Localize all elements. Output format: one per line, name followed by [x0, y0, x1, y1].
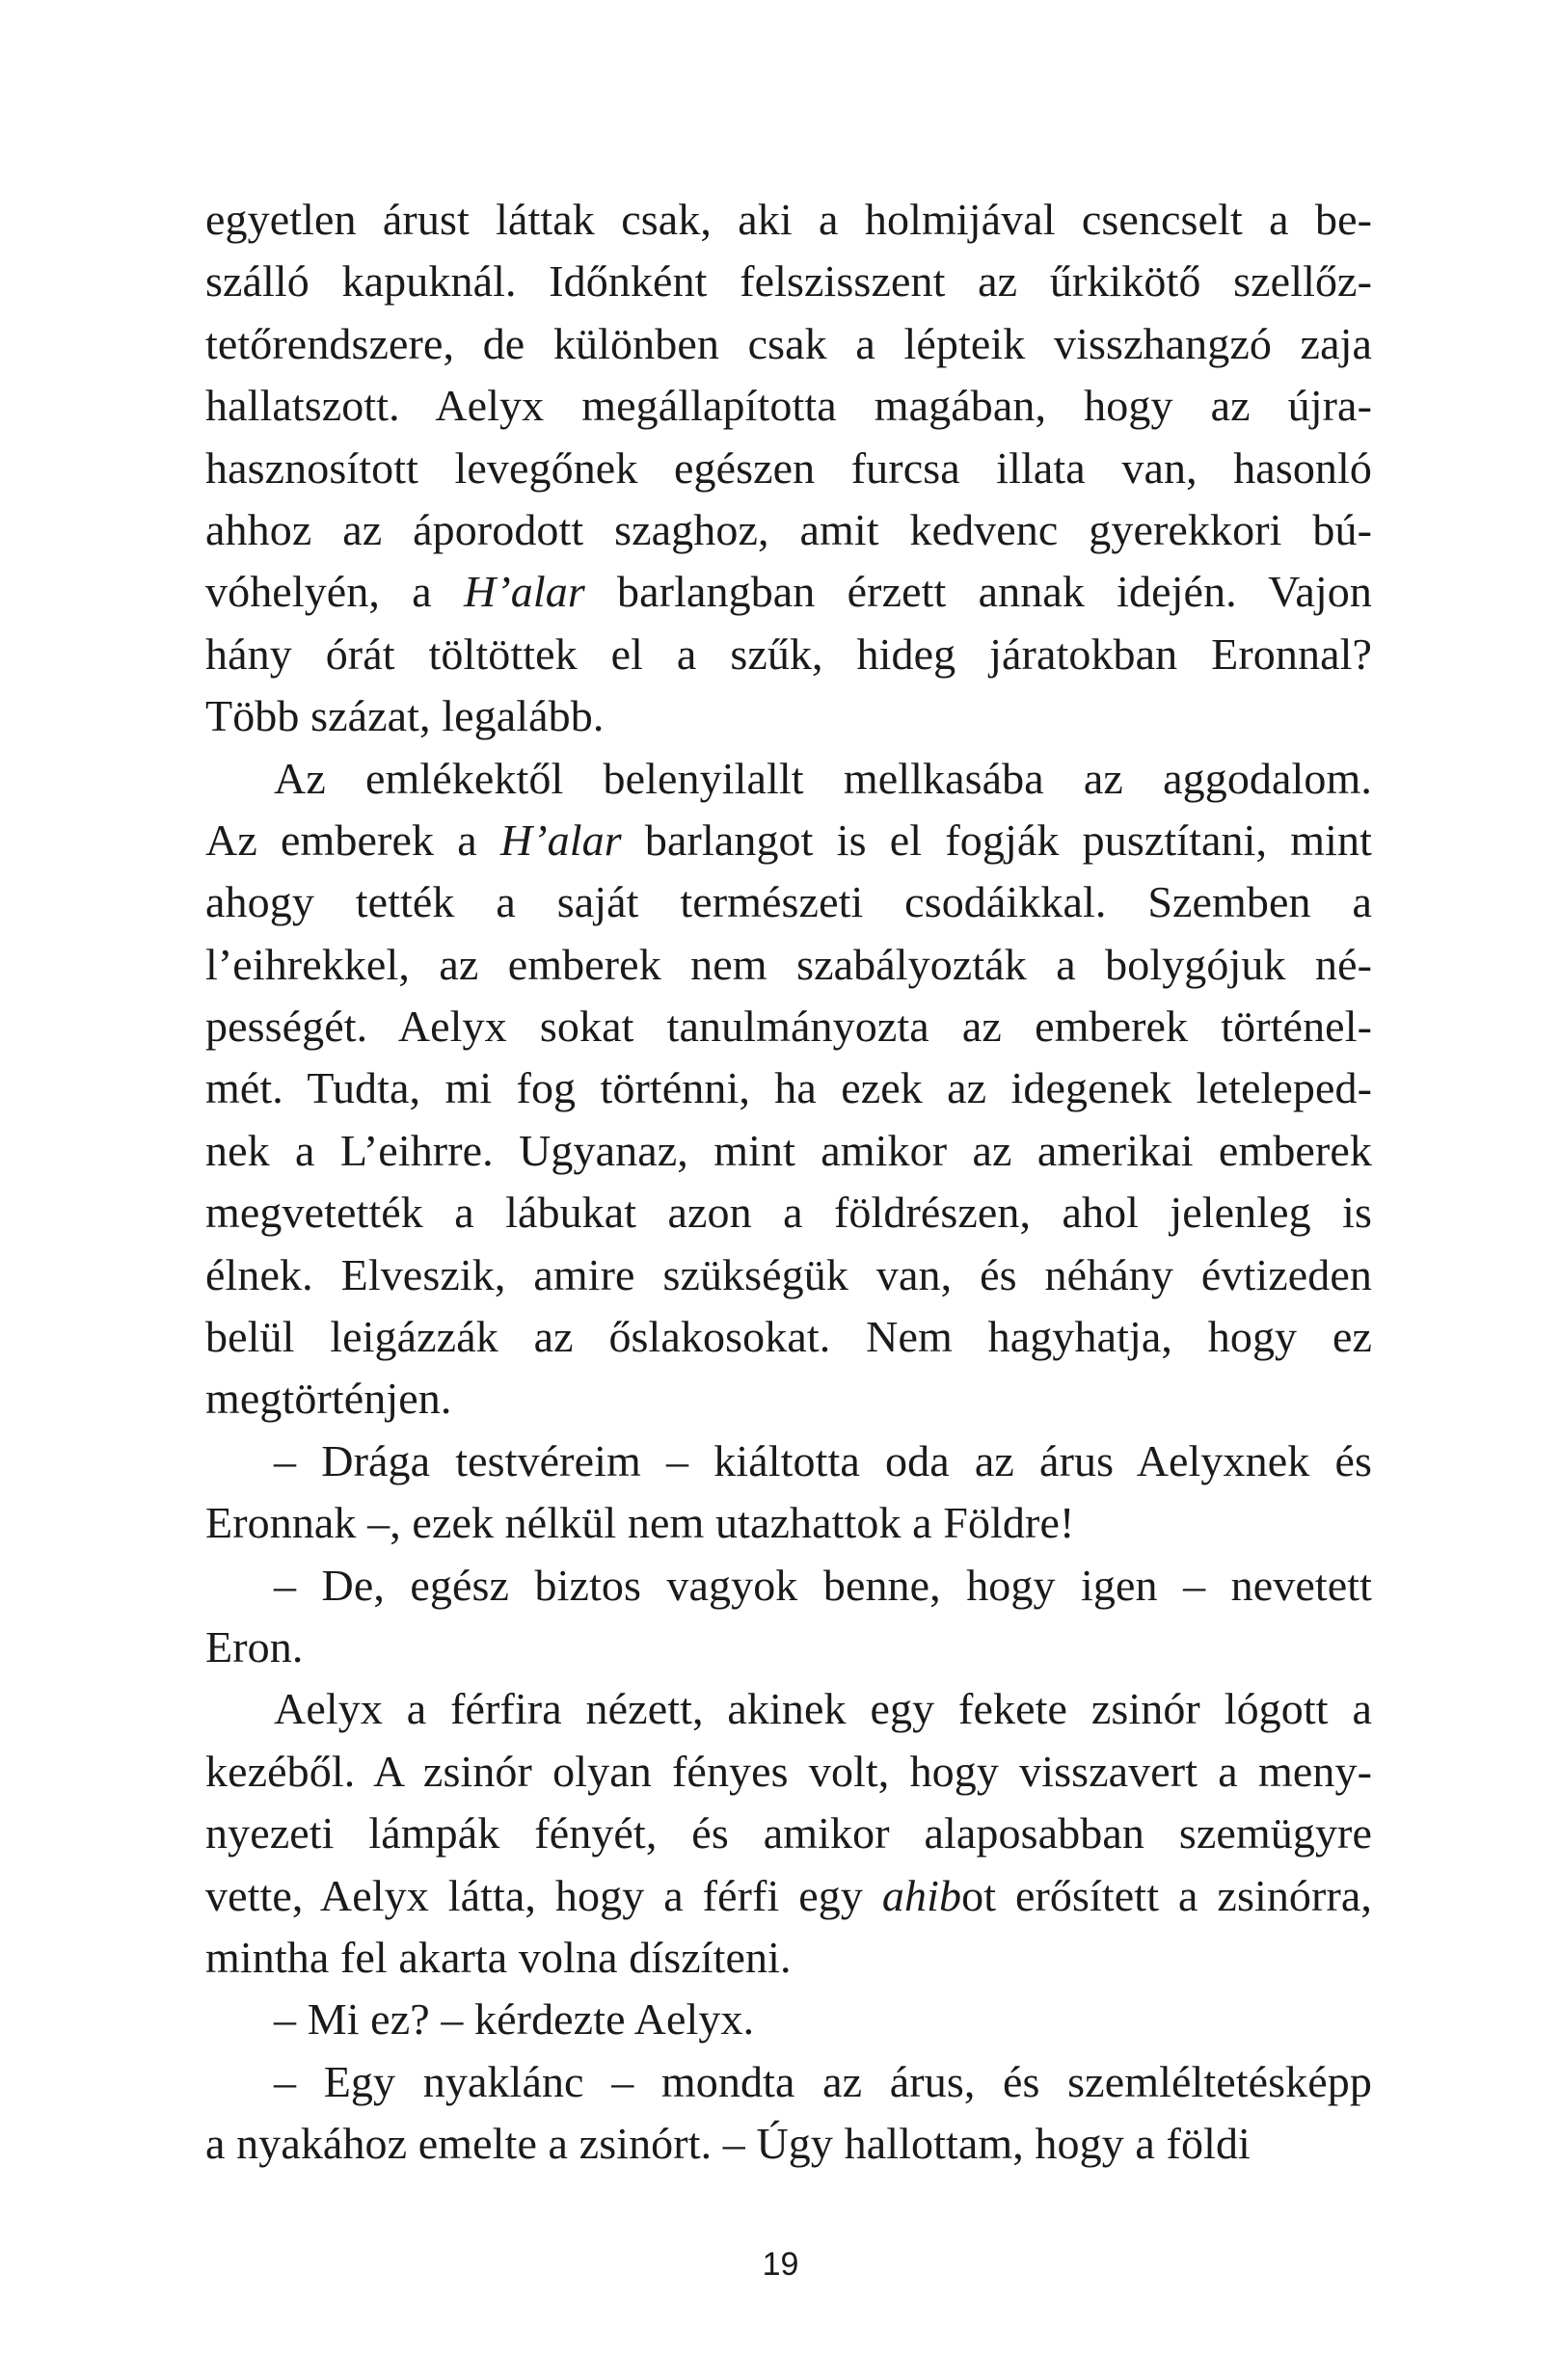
text-run: Az emberek a [205, 815, 500, 865]
paragraph [205, 1989, 1372, 2050]
italic-term: H’alar [499, 815, 622, 865]
text-line [205, 1617, 1372, 1678]
text-line [205, 1368, 1372, 1430]
paragraph [205, 1678, 1372, 1989]
text-line [205, 2113, 1372, 2175]
text-line [205, 1431, 1372, 1492]
text-line [205, 375, 1372, 437]
text-run: megtörténjen. [205, 1374, 452, 1424]
text-line [205, 561, 1372, 623]
text-run: Aelyx a férfira nézett, akinek egy fekete zsinór lógott a [274, 1684, 1372, 1734]
text-run: – Egy nyaklánc – mondta az árus, és szemléltetésképp [274, 2056, 1372, 2106]
text-run: Eron. [205, 1621, 304, 1671]
text-line [205, 1120, 1372, 1182]
text-run: egyetlen árust láttak csak, aki a holmijával csencselt a be- [205, 195, 1372, 244]
text-run: hány órát töltöttek el a szűk, hideg járatokban Eronnal? [205, 628, 1372, 679]
text-line [205, 1555, 1372, 1617]
text-line [205, 934, 1372, 996]
text-line [205, 996, 1372, 1057]
text-run: barlangot is el fogják pusztítani, mint [621, 815, 1372, 865]
text-line [205, 810, 1372, 871]
text-run: mét. Tudta, mi fog történni, ha ezek az idegenek leteleped- [205, 1063, 1372, 1113]
text-run: ot erősített a zsinórra, [961, 1870, 1372, 1920]
italic-term: H’alar [464, 567, 585, 617]
text-run: élnek. Elveszik, amire szükségük van, és néhány évtizeden [205, 1249, 1372, 1299]
text-line [205, 1927, 1372, 1989]
text-run: – Mi ez? – kérdezte Aelyx. [274, 1994, 755, 2045]
italic-term: ahib [881, 1870, 962, 1920]
text-line [205, 748, 1372, 810]
text-line [205, 1803, 1372, 1864]
text-run: l’eihrekkel, az emberek nem szabályozták a bolygójuk né- [205, 939, 1372, 989]
text-line [205, 624, 1372, 685]
paragraph [205, 748, 1372, 1431]
paragraph [205, 1431, 1372, 1555]
text-line [205, 251, 1372, 312]
text-run: vóhelyén, a [205, 567, 464, 617]
text-line [205, 685, 1372, 747]
text-line [205, 2051, 1372, 2113]
text-run: hasznosított levegőnek egészen furcsa illata van, hasonló [205, 442, 1372, 493]
paragraph [205, 189, 1372, 748]
text-line [205, 1057, 1372, 1119]
text-run: nyezeti lámpák fényét, és amikor alaposabban szemügyre [205, 1808, 1372, 1859]
text-run: belül leigázzák az őslakosokat. Nem hagyhatja, hogy ez [205, 1312, 1372, 1362]
text-line [205, 871, 1372, 933]
text-run: – Drága testvéreim – kiáltotta oda az árus Aelyxnek és [274, 1435, 1372, 1485]
text-line [205, 1678, 1372, 1740]
text-run: nek a L’eihrre. Ugyanaz, mint amikor az amerikai emberek [205, 1125, 1372, 1175]
text-line [205, 438, 1372, 499]
body-text [205, 189, 1372, 2176]
text-line [205, 1492, 1372, 1554]
text-line [205, 1244, 1372, 1306]
text-run: ahhoz az áporodott szaghoz, amit kedvenc gyerekkori bú- [205, 504, 1372, 554]
text-run: megvetették a lábukat azon a földrészen, ahol jelenleg is [205, 1188, 1372, 1238]
text-line [205, 1741, 1372, 1803]
text-run: tetőrendszere, de különben csak a lépteik visszhangzó zaja [205, 318, 1372, 368]
text-run: hallatszott. Aelyx megállapította magában, hogy az újra- [205, 381, 1372, 431]
text-run: Több százat, legalább. [205, 691, 605, 741]
text-line [205, 1865, 1372, 1927]
text-line [205, 1989, 1372, 2050]
text-run: pességét. Aelyx sokat tanulmányozta az emberek történel- [205, 1002, 1372, 1052]
text-run: – De, egész biztos vagyok benne, hogy igen – nevetett [274, 1560, 1372, 1610]
text-line [205, 1182, 1372, 1243]
text-run: Eronnak –, ezek nélkül nem utazhattok a Földre! [205, 1498, 1075, 1548]
text-run: szálló kapuknál. Időnként felszisszent az űrkikötő szellőz- [205, 256, 1372, 307]
text-run: a nyakához emelte a zsinórt. – Úgy hallottam, hogy a földi [205, 2119, 1251, 2169]
text-line [205, 189, 1372, 251]
paragraph [205, 2051, 1372, 2176]
text-run: vette, Aelyx látta, hogy a férfi egy [205, 1870, 882, 1920]
text-run: barlangban érzett annak idején. Vajon [584, 567, 1372, 617]
text-run: Az emlékektől belenyilallt mellkasába az aggodalom. [274, 753, 1372, 803]
paragraph [205, 1555, 1372, 1679]
text-run: ahogy tették a saját természeti csodáikkal. Szemben a [205, 877, 1372, 927]
text-line [205, 313, 1372, 375]
text-run: mintha fel akarta volna díszíteni. [205, 1932, 792, 1982]
text-line [205, 499, 1372, 561]
text-line [205, 1306, 1372, 1368]
page-number: 19 [762, 2246, 799, 2283]
text-run: kezéből. A zsinór olyan fényes volt, hogy visszavert a meny- [205, 1746, 1372, 1796]
